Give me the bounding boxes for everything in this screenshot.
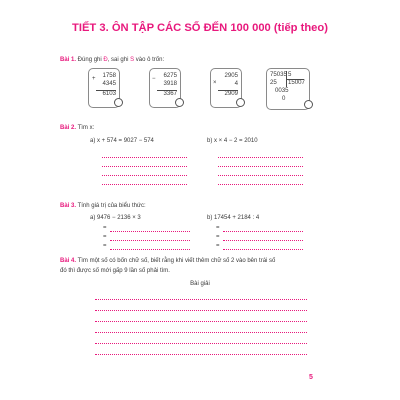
answer-line[interactable]: [95, 354, 307, 355]
answer-line[interactable]: [102, 175, 187, 176]
answer-line[interactable]: [102, 184, 187, 185]
equals-sign: =: [103, 243, 107, 249]
answer-box-3[interactable]: [236, 98, 245, 107]
subtraction-bar: [157, 90, 177, 91]
exercise-1-heading: Bài 1. Đúng ghi Đ, sai ghi S vào ô trốn:: [60, 57, 165, 63]
equals-sign: =: [103, 225, 107, 231]
exercise-3a: a) 9476 − 2136 × 3: [90, 215, 141, 221]
addition-calculation: [96, 72, 118, 98]
equals-sign: =: [216, 234, 220, 240]
answer-line[interactable]: [102, 166, 187, 167]
equals-sign: =: [216, 225, 220, 231]
addend-1: 1758: [102, 72, 116, 79]
division-step-2: 0035: [275, 87, 289, 95]
exercise-2-label: Bài 2.: [60, 125, 77, 131]
exercise-2b: b) x × 4 − 2 = 2010: [207, 138, 258, 144]
times-sign: ×: [213, 80, 217, 86]
answer-line[interactable]: [218, 175, 303, 176]
subtrahend: 3918: [163, 80, 177, 88]
division-remainder: 0: [282, 95, 286, 103]
minuend: 6275: [163, 72, 177, 79]
multiplication-calculation: [218, 72, 240, 98]
exercise-4-heading: Bài 4. Tìm một số có bốn chữ số, biết rằng khi viết thêm chữ số 2 vào bên trái số: [60, 258, 276, 264]
answer-line[interactable]: [110, 231, 190, 232]
answer-line[interactable]: [95, 332, 307, 333]
equals-sign: =: [103, 234, 107, 240]
wrong-mark: S: [130, 57, 135, 63]
answer-line[interactable]: [102, 157, 187, 158]
answer-line[interactable]: [95, 321, 307, 322]
subtraction-calculation: [157, 72, 179, 98]
answer-line[interactable]: [223, 249, 303, 250]
answer-line[interactable]: [95, 310, 307, 311]
dividend: 75035: [270, 71, 287, 78]
exercise-3b: b) 17454 + 2184 : 4: [207, 215, 260, 221]
exercise-1-label: Bài 1.: [60, 57, 77, 63]
equals-sign: =: [216, 243, 220, 249]
exercise-2a: a) x + 574 = 9027 − 574: [90, 138, 154, 144]
multiplicand: 2905: [224, 72, 238, 79]
answer-line[interactable]: [110, 240, 190, 241]
multiplier: 4: [234, 80, 238, 88]
exercise-2-heading: Bài 2. Tìm x:: [60, 125, 95, 131]
answer-line[interactable]: [223, 231, 303, 232]
minus-sign: −: [152, 76, 156, 82]
answer-box-4[interactable]: [304, 100, 313, 109]
answer-line[interactable]: [95, 299, 307, 300]
exercise-4-label: Bài 4.: [60, 258, 77, 264]
divisor: 5: [288, 71, 292, 78]
page-number: 5: [309, 374, 313, 381]
product-result: 2909: [224, 90, 238, 98]
answer-line[interactable]: [218, 157, 303, 158]
addend-2: 4345: [102, 80, 116, 88]
answer-box-2[interactable]: [175, 98, 184, 107]
answer-line[interactable]: [223, 240, 303, 241]
plus-sign: +: [92, 76, 96, 82]
multiplication-bar: [218, 90, 238, 91]
solution-heading: Bài giải: [190, 281, 210, 287]
quotient: 15007: [288, 79, 305, 86]
division-step-1: 25: [270, 79, 277, 87]
exercise-4-text-line2: đó thì được số mới gấp 9 lần số phải tìm.: [60, 268, 170, 274]
difference-result: 3367: [163, 90, 177, 98]
answer-box-1[interactable]: [114, 98, 123, 107]
sum-result: 6103: [102, 90, 116, 98]
answer-line[interactable]: [218, 166, 303, 167]
answer-line[interactable]: [95, 343, 307, 344]
division-horizontal-bar: [286, 79, 304, 80]
correct-mark: Đ: [103, 57, 108, 63]
answer-line[interactable]: [110, 249, 190, 250]
lesson-title: TIẾT 3. ÔN TẬP CÁC SỐ ĐẾN 100 000 (tiếp theo): [72, 22, 328, 34]
exercise-3-label: Bài 3.: [60, 203, 77, 209]
answer-line[interactable]: [218, 184, 303, 185]
addition-bar: [96, 90, 116, 91]
exercise-3-heading: Bài 3. Tính giá trị của biểu thức:: [60, 203, 146, 209]
